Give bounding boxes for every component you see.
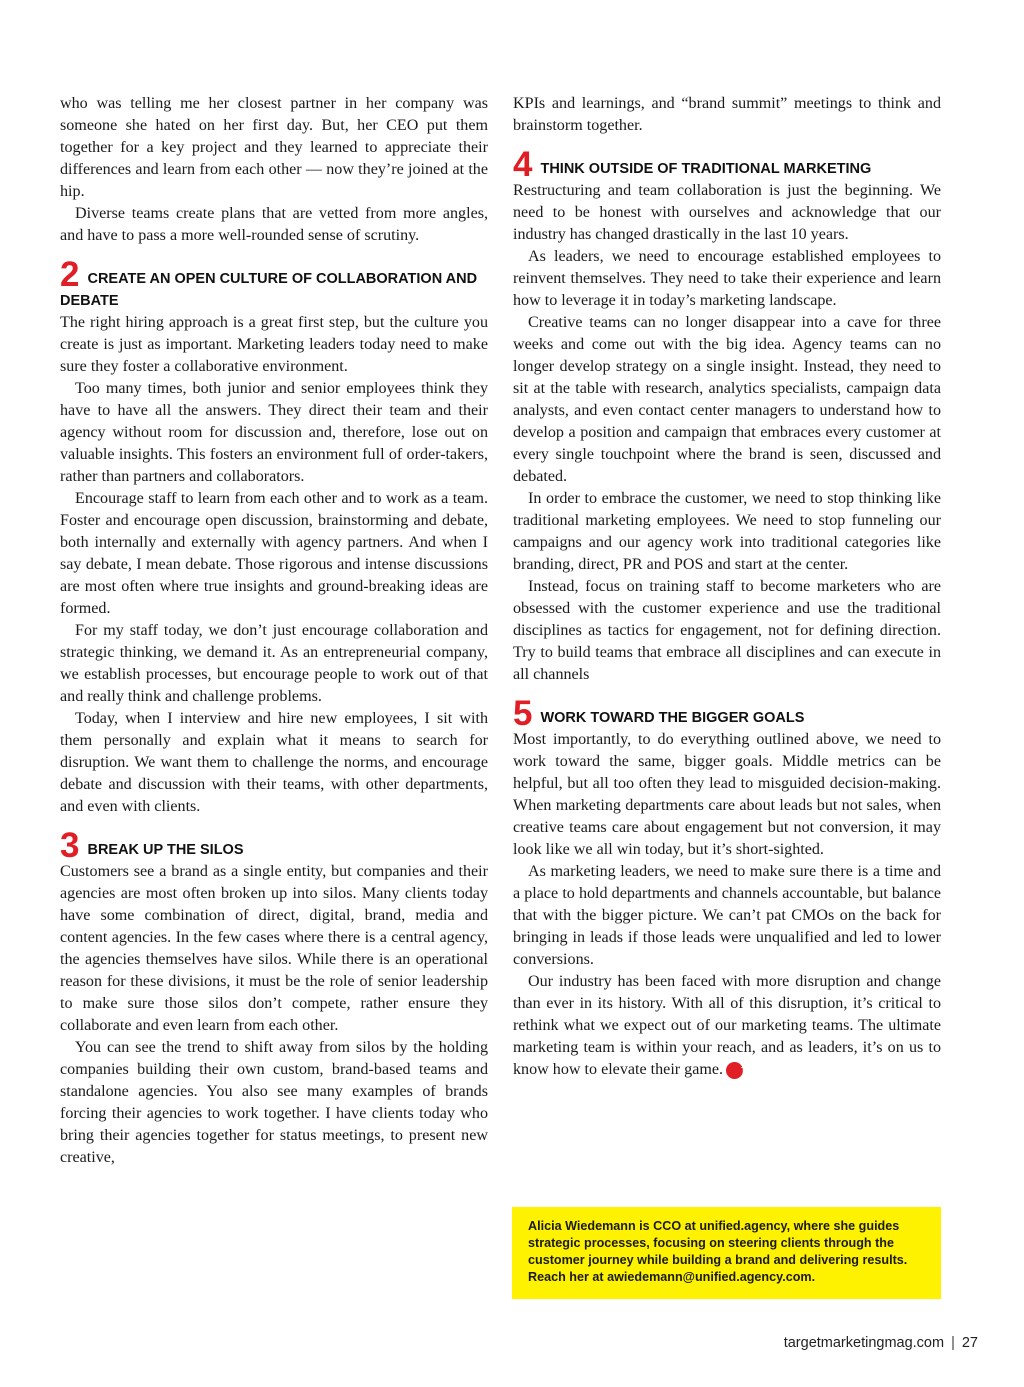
section-paragraph: Too many times, both junior and senior employees think they have to have all the answers. They direct their team and their agency without room for discussion and, therefore, lose out on valuable insights. This fosters an environment full of order-takers, rather than partners and collaborators. — [60, 380, 488, 485]
section-number: 3 — [60, 826, 80, 865]
section-heading-5 — [513, 694, 941, 733]
section-paragraph: Customers see a brand as a single entity, but companies and their agencies are most often broken up into silos. Many clients today have some combination of direct, digital, brand, media and content agencies. In the few cases where there is a central agency, the agencies themselves have silos. While there is an operational reason for these divisions, it must be the role of senior leadership to make sure those silos don’t compete, rather ensure they collaborate and even learn from each other. — [60, 863, 488, 1034]
section-number: 5 — [513, 694, 533, 733]
page-footer — [784, 1335, 978, 1351]
section-paragraph: You can see the trend to shift away from silos by the holding companies building their own custom, brand-based teams and standalone agencies. You also see many examples of brands forcing their agencies to work together. I have clients today who bring their agencies together for status meetings, to present new creative, — [60, 1039, 488, 1166]
intro-paragraph: Diverse teams create plans that are vetted from more angles, and have to pass a more well-rounded sense of scrutiny. — [60, 205, 488, 244]
end-mark-icon: TM — [726, 1062, 743, 1079]
section-title: BREAK UP THE SILOS — [87, 842, 244, 858]
intro-paragraph: who was telling me her closest partner in her company was someone she hated on her first day. But, her CEO put them together for a key project and they learned to appreciate their differences and learn from each other — now they’re joined at the hip. — [60, 95, 488, 200]
left-column — [60, 93, 488, 1169]
final-paragraph — [513, 971, 941, 1081]
section-title: THINK OUTSIDE OF TRADITIONAL MARKETING — [540, 161, 872, 177]
author-bio-text: Alicia Wiedemann is CCO at unified.agency, where she guides strategic processes, focusing on steering clients through the customer journey while building a brand and delivering results. Reach her at awiedemann@unified.agency.com. — [528, 1219, 908, 1284]
section-number: 4 — [513, 145, 533, 184]
section-paragraph: As leaders, we need to encourage established employees to reinvent themselves. They need to take their experience and learn how to leverage it in today’s marketing landscape. — [513, 248, 941, 309]
section-number: 2 — [60, 255, 80, 294]
final-paragraph-text: Our industry has been faced with more disruption and change than ever in its history. With all of this disruption, it’s critical to rethink what we expect out of our marketing teams. The ultimate marketing team is within your reach, and as leaders, it’s on us to know how to elevate their game. — [513, 973, 941, 1078]
section-paragraph: Encourage staff to learn from each other and to work as a team. Foster and encourage open discussion, brainstorming and debate, both internally and externally with agency partners. And when I say debate, I mean debate. Those rigorous and intense discussions are most often where true insights and ground-breaking ideas are formed. — [60, 490, 488, 617]
section-paragraph: As marketing leaders, we need to make sure there is a time and a place to hold departments and channels accountable, but balance that with the bigger picture. We can’t pat CMOs on the back for bringing in leads if those leads were unqualified and led to lower conversions. — [513, 863, 941, 968]
footer-separator: | — [951, 1335, 955, 1351]
section-paragraph: Restructuring and team collaboration is just the beginning. We need to be honest with ourselves and acknowledge that our industry has changed drastically in the last 10 years. — [513, 182, 941, 243]
author-bio-box — [512, 1207, 941, 1299]
page-number: 27 — [961, 1335, 978, 1351]
section-title: WORK TOWARD THE BIGGER GOALS — [540, 710, 805, 726]
footer-site: targetmarketingmag.com — [783, 1335, 945, 1351]
section-paragraph: The right hiring approach is a great first step, but the culture you create is just as important. Marketing leaders today need to make sure they foster a collaborative environment. — [60, 314, 488, 375]
section-paragraph: Today, when I interview and hire new employees, I sit with them personally and explain what it means to search for disruption. We want them to challenge the norms, and encourage debate and discussion with their teams, with other departments, and even with clients. — [60, 710, 488, 815]
section-heading-4 — [513, 145, 941, 184]
section-heading-3 — [60, 826, 488, 865]
section-paragraph: Creative teams can no longer disappear into a cave for three weeks and come out with the big idea. Agency teams can no longer develop strategy on a single insight. Instead, they need to sit at the table with research, analytics specialists, campaign data analysts, and even contact center managers to understand how to develop a position and campaign that embraces every customer at every single touchpoint where the brand is seen, discussed and debated. — [513, 314, 941, 485]
right-column — [513, 93, 941, 1081]
section-paragraph: Instead, focus on training staff to become marketers who are obsessed with the customer experience and use the traditional disciplines as tactics for engagement, not for defining direction. Try to build teams that embrace all disciplines and can execute in all channels — [513, 578, 941, 683]
section-paragraph: Most importantly, to do everything outlined above, we need to work toward the same, bigger goals. Middle metrics can be helpful, but all too often they lead to misguided decision-making. When marketing departments care about leads but not sales, when creative teams care about engagement but not conversion, it may look like we all win today, but it’s short-sighted. — [513, 731, 941, 858]
section-paragraph: For my staff today, we don’t just encourage collaboration and strategic thinking, we demand it. As an entrepreneurial company, we establish processes, but encourage people to work out of that and really think and challenge problems. — [60, 622, 488, 705]
continuation-paragraph: KPIs and learnings, and “brand summit” meetings to think and brainstorm together. — [513, 95, 941, 134]
section-heading-2 — [60, 255, 488, 312]
section-title: CREATE AN OPEN CULTURE OF COLLABORATION AND DEBATE — [60, 271, 478, 309]
section-paragraph: In order to embrace the customer, we need to stop thinking like traditional marketing employees. We need to stop funneling our campaigns and our agency work into traditional categories like branding, direct, PR and POS and start at the center. — [513, 490, 941, 573]
